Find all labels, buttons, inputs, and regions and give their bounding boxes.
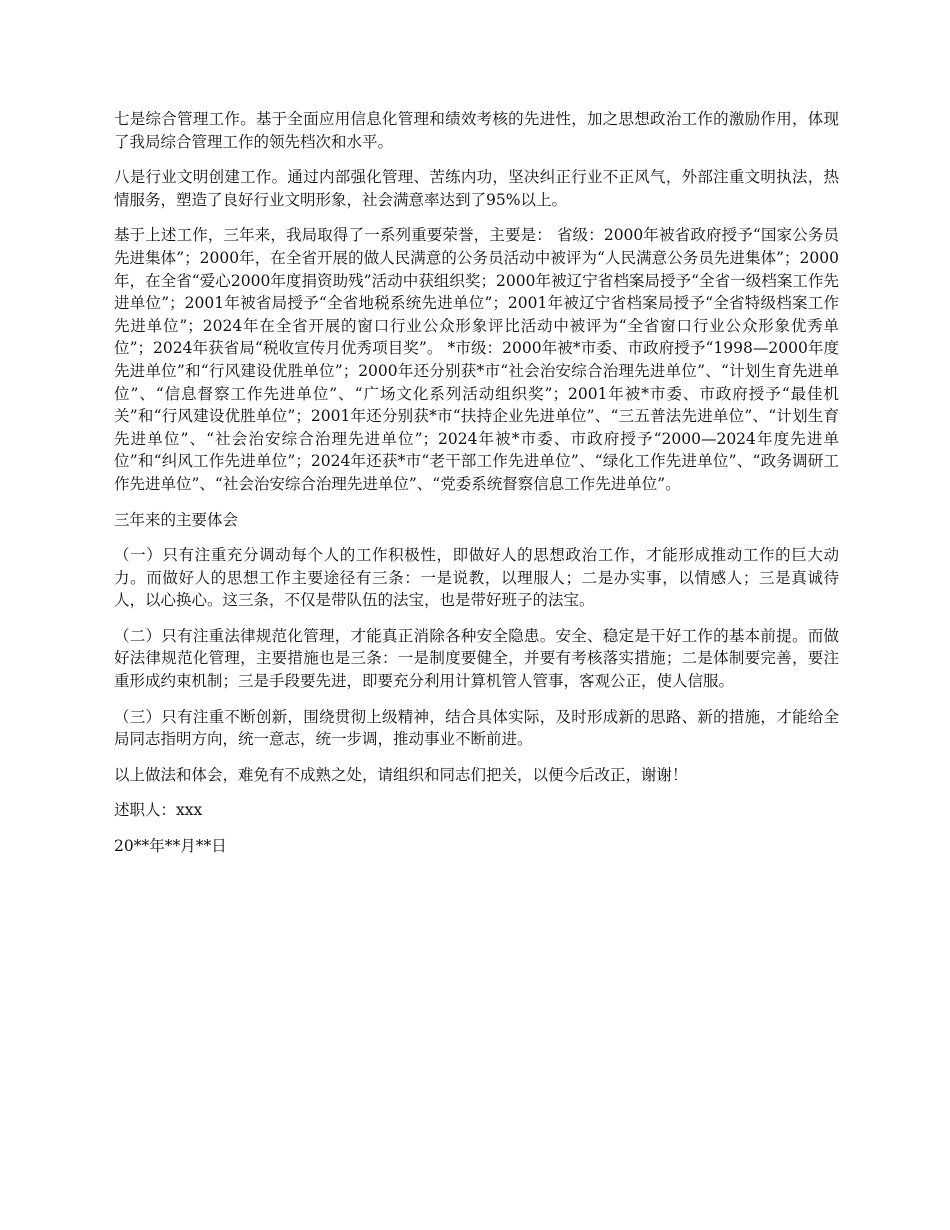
paragraph-experience-3: （三）只有注重不断创新，围绕贯彻上级精神，结合具体实际，及时形成新的思路、新的措施，才能给全局同志指明方向，统一意志，统一步调，推动事业不断前进。: [114, 707, 839, 749]
paragraph-comprehensive-management: 七是综合管理工作。基于全面应用信息化管理和绩效考核的先进性，加之思想政治工作的激励作用，体现了我局综合管理工作的领先档次和水平。: [114, 110, 839, 151]
reporter-signature: 述职人：xxx: [114, 801, 203, 820]
document-date: 20**年**月**日: [114, 837, 227, 856]
document-body: [114, 108, 839, 871]
paragraph-honors: 基于上述工作，三年来，我局取得了一系列重要荣誉，主要是： 省级：2000年被省政府授予“国家公务员先进集体”；2000年，在全省开展的做人民满意的公务员活动中被评为“人民满意公务员先进集体”；2000年，在全省“爱心2000年度捐资助残”活动中获组织奖；2000年被辽宁省档案局授予“全省一级档案工作先进单位”；2001年被省局授予“全省地税系统先进单位”；2001年被辽宁省档案局授予“全省特级档案工作先进单位”；2024年在全省开展的窗口行业公众形象评比活动中被评为“全省窗口行业公众形象优秀单位”；2024年获省局“税收宣传月优秀项目奖”。 *市级：2000年被*市委、市政府授予“1998—2000年度先进单位”和“行风建设优胜单位”；2000年还分别获*市“社会治安综合治理先进单位”、“计划生育先进单位”、“信息督察工作先进单位”、“广场文化系列活动组织奖”；2001年被*市委、市政府授予“最佳机关”和“行风建设优胜单位”；2001年还分别获*市“扶持企业先进单位”、“三五普法先进单位”、“计划生育先进单位”、“社会治安综合治理先进单位”；2024年被*市委、市政府授予“2000—2024年度先进单位”和“纠风工作先进单位”；2024年还获*市“老干部工作先进单位”、“绿化工作先进单位”、“政务调研工作先进单位”、“社会治安综合治理先进单位”、“党委系统督察信息工作先进单位”。: [114, 226, 839, 493]
paragraph-experience-2: （二）只有注重法律规范化管理，才能真正消除各种安全隐患。安全、稳定是干好工作的基本前提。而做好法律规范化管理，主要措施也是三条：一是制度要健全，并要有考核落实措施；二是体制要完善，要注重形成约束机制；三是手段要先进，即要充分利用计算机管人管事，客观公正，使人信服。: [114, 626, 839, 691]
section-heading-experience: 三年来的主要体会: [114, 510, 239, 529]
paragraph-industry-civilization: 八是行业文明创建工作。通过内部强化管理、苦练内功，坚决纠正行业不正风气，外部注重文明执法，热情服务，塑造了良好行业文明形象，社会满意率达到了95%以上。: [114, 168, 839, 209]
paragraph-closing: 以上做法和体会，难免有不成熟之处，请组织和同志们把关，以便今后改正，谢谢！: [114, 765, 688, 784]
paragraph-experience-1: （一）只有注重充分调动每个人的工作积极性，即做好人的思想政治工作，才能形成推动工作的巨大动力。而做好人的思想工作主要途径有三条：一是说教，以理服人；二是办实事，以情感人；三是真诚待人，以心换心。这三条，不仅是带队伍的法宝，也是带好班子的法宝。: [114, 546, 839, 610]
